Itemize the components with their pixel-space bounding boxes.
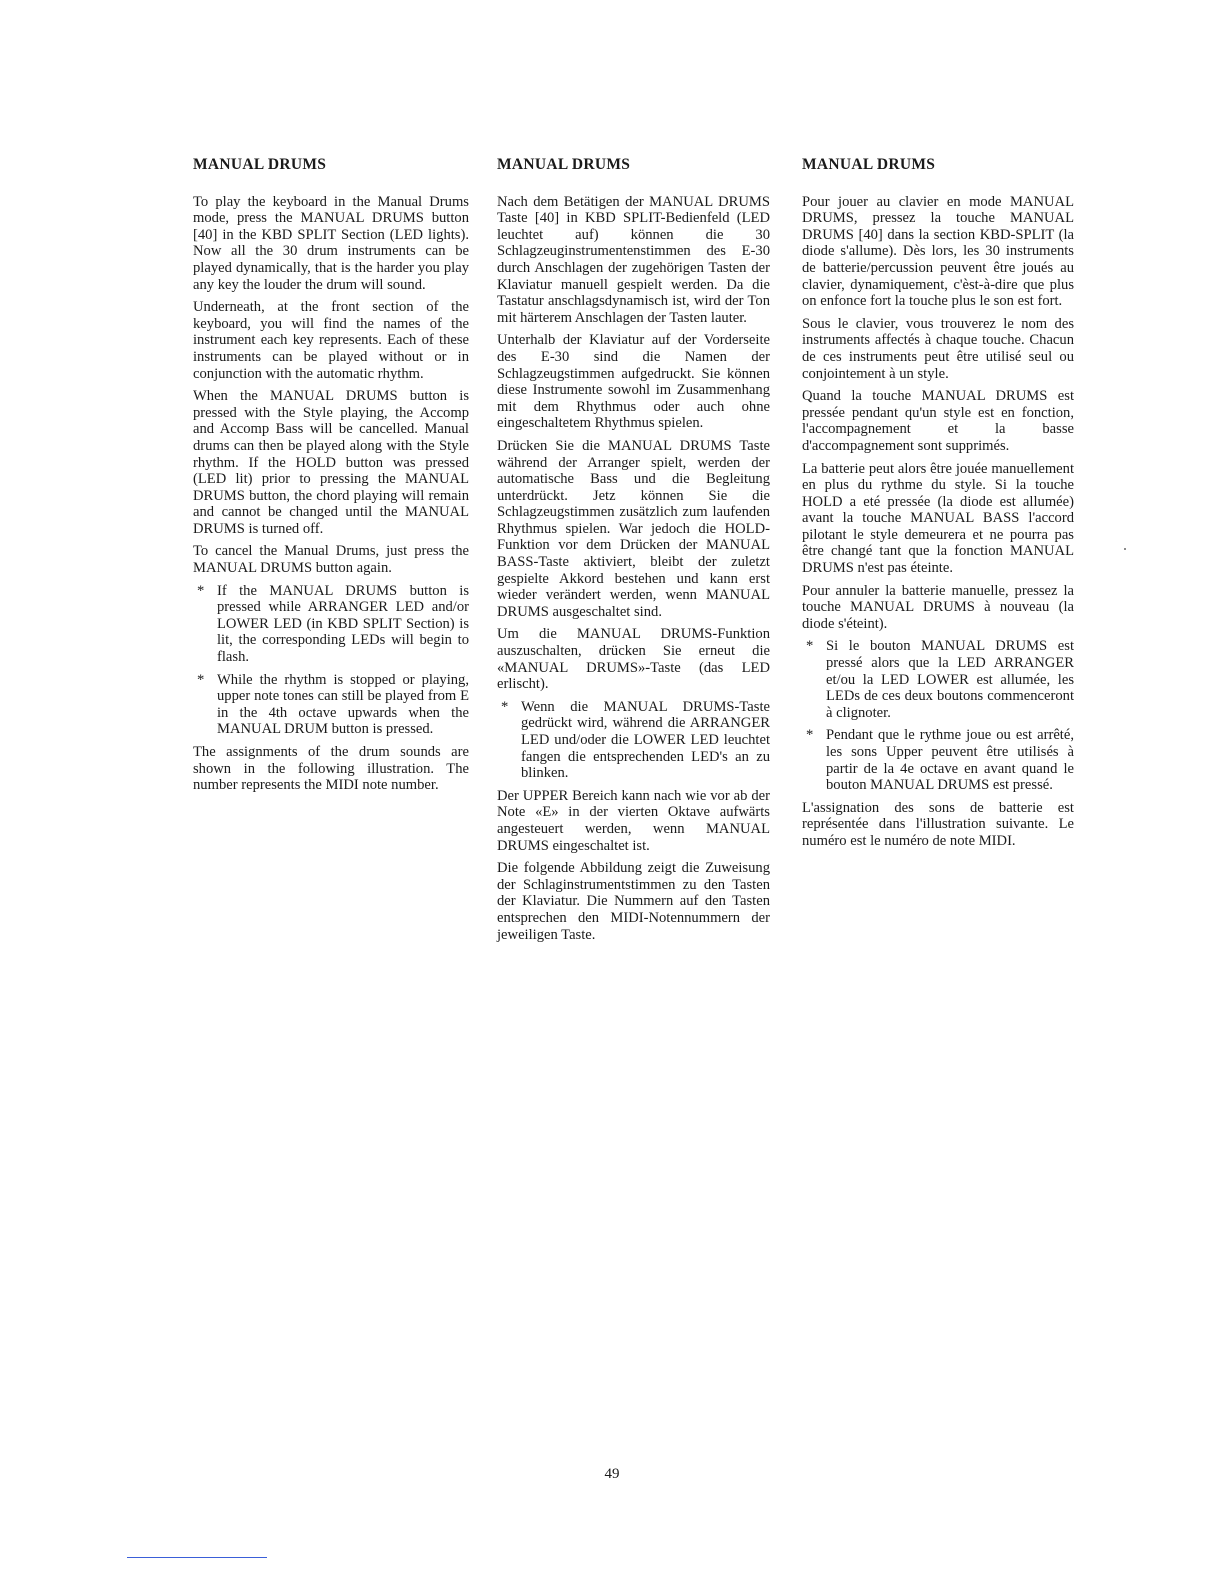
german-heading: MANUAL DRUMS	[497, 156, 631, 173]
english-paragraph-2: Underneath, at the front section of the keyboard, you will find the names of the instrument each key represents. Each of these instruments can be played without or in conjunction with the automatic rhythm.	[193, 299, 469, 382]
french-column	[802, 157, 1074, 856]
german-bullet-item	[497, 699, 770, 782]
bullet-asterisk-icon: *	[806, 638, 814, 655]
french-bullet-item	[802, 638, 1074, 721]
french-bullet-list	[802, 638, 1074, 793]
english-bullet-item	[193, 583, 469, 666]
scan-speck	[1124, 548, 1126, 550]
footer-rule	[127, 1557, 267, 1558]
bullet-asterisk-icon: *	[197, 582, 205, 599]
english-paragraph-4: To cancel the Manual Drums, just press the MANUAL DRUMS button again.	[193, 543, 469, 577]
french-bullet-item	[802, 727, 1074, 793]
german-paragraph-1: Nach dem Betätigen der MANUAL DRUMS Taste [40] in KBD SPLIT-Bedienfeld (LED leuchtet auf) können die 30 Schlagzeuginstrumentenstimmen des E-30 durch Anschlagen der zugehörigen Tasten der Klaviatur manuell gespielt werden. Da die Tastatur anschlagsdynamisch ist, wird der Ton mit härterem Anschlagen der Tasten lauter.	[497, 193, 770, 326]
french-paragraph-4: La batterie peut alors être jouée manuellement en plus du rythme du style. Si la touche HOLD a eté pressée (la diode est allumée) avant la touche MANUAL BASS l'accord pilotant le style demeurera et ne pourra pas être changé tant que la fonction MANUAL DRUMS n'est pas éteinte.	[802, 460, 1074, 577]
german-paragraph-5: Der UPPER Bereich kann nach wie vor ab der Note «E» in der vierten Oktave aufwärts angesteuert werden, wenn MANUAL DRUMS eingeschaltet ist.	[497, 787, 770, 854]
page-number: 49	[604, 1466, 620, 1482]
english-bullet-text: While the rhythm is stopped or playing, upper note tones can still be played from E in the 4th octave upwards when the MANUAL DRUM button is pressed.	[217, 671, 469, 738]
english-paragraph-1: To play the keyboard in the Manual Drums mode, press the MANUAL DRUMS button [40] in the KBD SPLIT Section (LED lights). Now all the 30 drum instruments can be played dynamically, that is the harder you play any key the louder the drum will sound.	[193, 193, 469, 293]
english-column	[193, 157, 469, 800]
german-paragraph-3: Drücken Sie die MANUAL DRUMS Taste während der Arranger spielt, werden der automatische Bass und die Begleitung unterdrückt. Jetz können Sie die Schlagzeugstimmen zusätzlich zum laufenden Rhythmus spielen. War jedoch die HOLD-Funktion vor dem Drücken der MANUAL BASS-Taste aktiviert, bleibt der zuletzt gespielte Akkord bestehen und kann erst wieder verändert werden, wenn MANUAL DRUMS ausgeschaltet sind.	[497, 437, 770, 620]
english-paragraph-3: When the MANUAL DRUMS button is pressed with the Style playing, the Accomp and Accomp Bass will be cancelled. Manual drums can then be played along with the Style rhythm. If the HOLD button was pressed (LED lit) prior to pressing the MANUAL DRUMS button, the chord playing will remain and cannot be changed until the MANUAL DRUMS is turned off.	[193, 388, 469, 537]
german-column	[497, 157, 770, 949]
french-paragraph-5: Pour annuler la batterie manuelle, pressez la touche MANUAL DRUMS à nouveau (la diode s'éteint).	[802, 582, 1074, 632]
english-heading: MANUAL DRUMS	[193, 156, 327, 173]
bullet-asterisk-icon: *	[197, 671, 205, 688]
german-paragraph-6: Die folgende Abbildung zeigt die Zuweisung der Schlaginstrumentstimmen zu den Tasten der Klaviatur. Die Nummern auf den Tasten entsprechen den MIDI-Notennummern der jeweiligen Taste.	[497, 860, 770, 943]
french-bullet-text: Si le bouton MANUAL DRUMS est pressé alors que la LED ARRANGER et/ou la LED LOWER est allumée, les LEDs de ces deux boutons commenceront à clignoter.	[826, 638, 1074, 721]
english-bullet-item	[193, 672, 469, 738]
french-paragraph-6: L'assignation des sons de batterie est représentée dans l'illustration suivante. Le numéro est le numéro de note MIDI.	[802, 799, 1074, 849]
bullet-asterisk-icon: *	[501, 698, 509, 715]
german-paragraph-2: Unterhalb der Klaviatur auf der Vorderseite des E-30 sind die Namen der Schlagzeugstimmen aufgedruckt. Sie können diese Instrumente sowohl im Zusammenhang mit dem Rhythmus oder auch ohne eingeschaltetem Rhythmus spielen.	[497, 332, 770, 432]
german-bullet-list	[497, 699, 770, 782]
french-heading: MANUAL DRUMS	[802, 156, 936, 173]
french-paragraph-3: Quand la touche MANUAL DRUMS est pressée pendant qu'un style est en fonction, l'accompagnement et la basse d'accompagnement sont supprimés.	[802, 388, 1074, 454]
french-paragraph-2: Sous le clavier, vous trouverez le nom des instruments affectés à chaque touche. Chacun de ces instruments peut être utilisé seul ou conjointement à un style.	[802, 315, 1074, 382]
bullet-asterisk-icon: *	[806, 727, 814, 744]
french-bullet-text: Pendant que le rythme joue ou est arrêté, les sons Upper peuvent être utilisés à partir de la 4e octave en avant quand le bouton MANUAL DRUMS est pressé.	[826, 727, 1074, 794]
french-paragraph-1: Pour jouer au clavier en mode MANUAL DRUMS, pressez la touche MANUAL DRUMS [40] dans la section KBD-SPLIT (la diode s'allume). Dès lors, les 30 instruments de batterie/percussion peuvent être joués au clavier, dynamiquement, c'èst-à-dire que plus on enfonce fort la touche plus le son est fort.	[802, 193, 1074, 310]
english-bullet-list	[193, 583, 469, 738]
german-bullet-text: Wenn die MANUAL DRUMS-Taste gedrückt wird, während die ARRANGER LED und/oder die LOWER LED leuchtet fangen die entsprechenden LED's an zu blinken.	[521, 698, 770, 782]
english-bullet-text: If the MANUAL DRUMS button is pressed while ARRANGER LED and/or LOWER LED (in KBD SPLIT Section) is lit, the corresponding LEDs will begin to flash.	[217, 582, 469, 666]
german-paragraph-4: Um die MANUAL DRUMS-Funktion auszuschalten, drücken Sie erneut die «MANUAL DRUMS»-Taste (das LED erlischt).	[497, 626, 770, 693]
english-paragraph-5: The assignments of the drum sounds are shown in the following illustration. The number represents the MIDI note number.	[193, 744, 469, 794]
